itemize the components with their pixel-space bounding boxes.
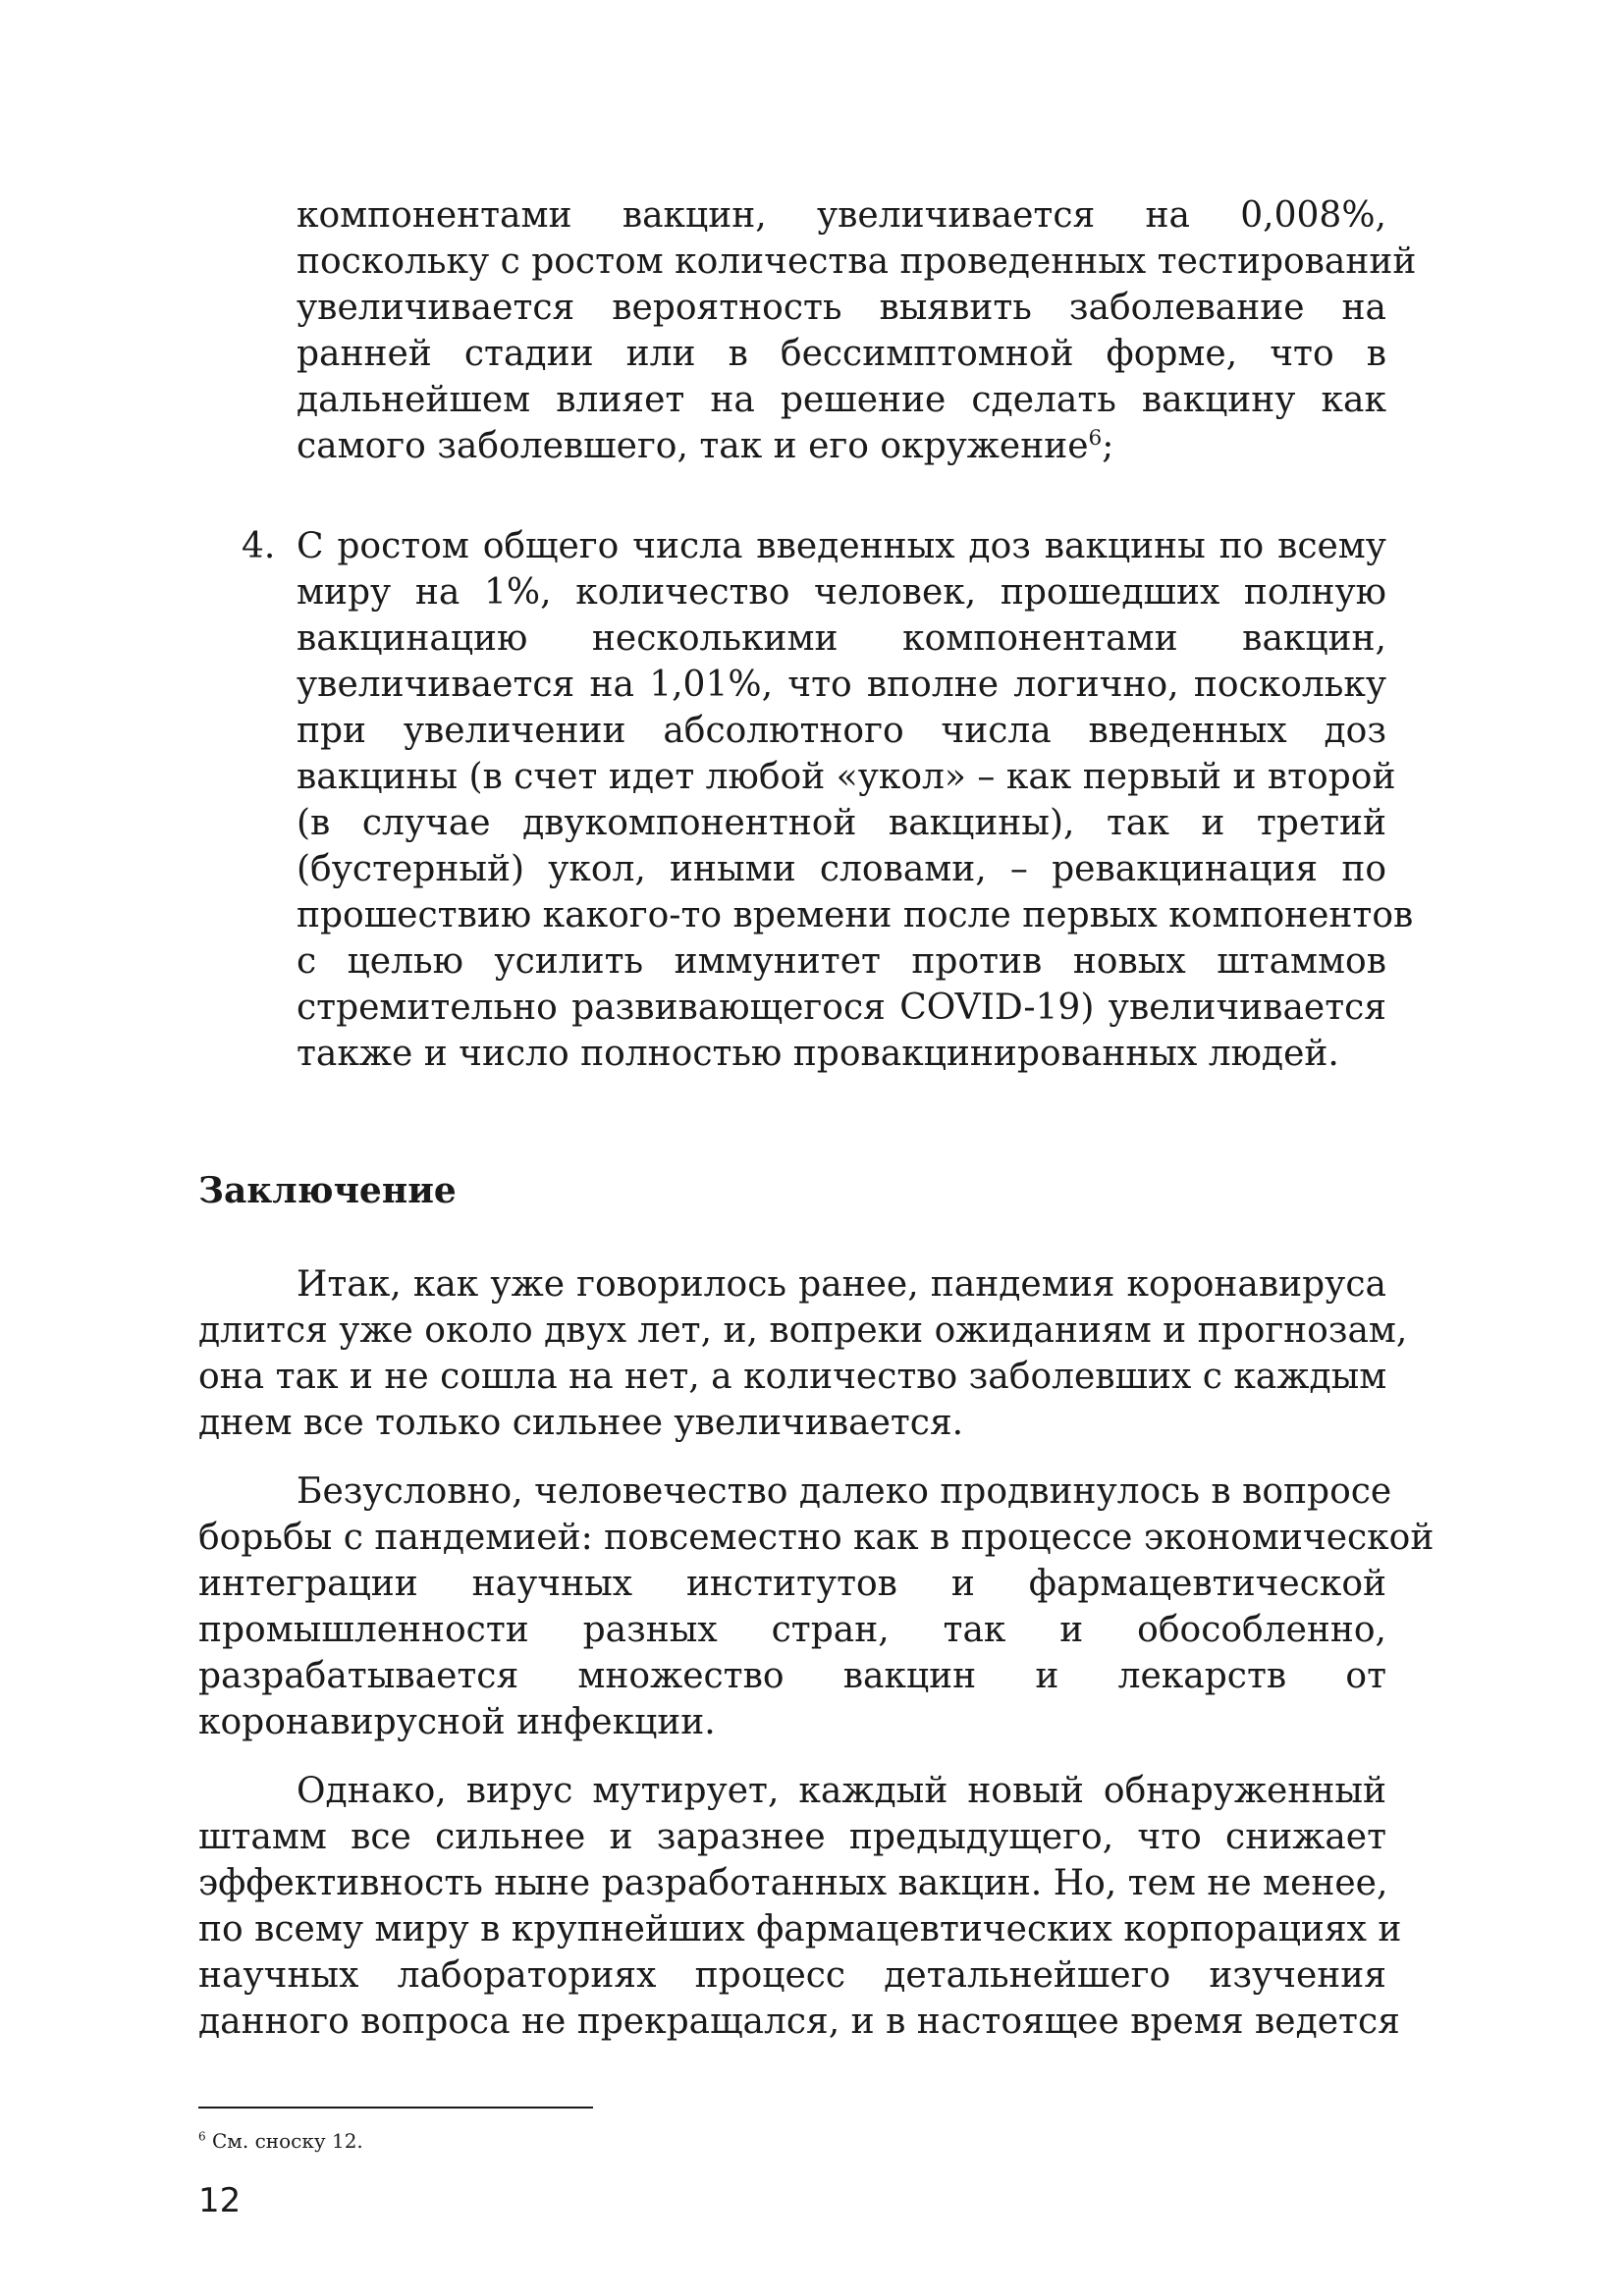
text-line: данного вопроса не прекращался, и в настоящее время ведется <box>198 2002 1400 2042</box>
text-line-last: днем все только сильнее увеличивается. <box>198 1403 964 1443</box>
footnote-reference[interactable]: 6 <box>1088 426 1103 451</box>
page-number: 12 <box>198 2181 242 2220</box>
text-line: штамм все сильнее и заразнее предыдущего, что снижает <box>198 1817 1386 1857</box>
paragraph-1 <box>198 1261 1408 1446</box>
text-line: С ростом общего числа введенных доз вакцины по всему <box>297 526 1386 566</box>
text-line: Однако, вирус мутирует, каждый новый обнаруженный <box>297 1771 1386 1811</box>
text-line: стремительно развивающегося COVID-19) увеличивается <box>297 988 1386 1028</box>
text-line: миру на 1%, количество человек, прошедших полную <box>297 572 1386 613</box>
list-item-3-continuation <box>297 192 1417 469</box>
footnote-text: См. сноску 12. <box>205 2129 363 2153</box>
text-line: промышленности разных стран, так и обособленно, <box>198 1610 1386 1650</box>
text-line: при увеличении абсолютного числа введенных доз <box>297 711 1386 751</box>
text-line: с целью усилить иммунитет против новых штаммов <box>297 941 1386 982</box>
text-line: вакцины (в счет идет любой «укол» – как первый и второй <box>297 757 1396 797</box>
text-line: увеличивается вероятность выявить заболевание на <box>297 288 1386 328</box>
text-line: ранней стадии или в бессимптомной форме, что в <box>297 334 1386 374</box>
text-line-last <box>297 423 1386 469</box>
paragraph-3 <box>198 1768 1402 2045</box>
text-line-last: коронавирусной инфекции. <box>198 1702 716 1742</box>
paragraph-2 <box>198 1468 1435 1745</box>
footnote-marker: 6 <box>198 2129 206 2144</box>
section-heading: Заключение <box>198 1170 457 1211</box>
list-item-4 <box>242 523 1414 1077</box>
text-line: по всему миру в крупнейших фармацевтических корпорациях и <box>198 1909 1402 1949</box>
text-line: научных лабораториях процесс детальнейшего изучения <box>198 1955 1386 1996</box>
text-line: разрабатывается множество вакцин и лекарств от <box>198 1656 1386 1696</box>
text-line: эффективность ныне разработанных вакцин. Но, тем не менее, <box>198 1863 1388 1903</box>
text-line: увеличивается на 1,01%, что вполне логично, поскольку <box>297 665 1386 705</box>
footnote <box>198 2128 363 2154</box>
text-line: (в случае двукомпонентной вакцины), так и третий <box>297 803 1386 843</box>
text-line: интеграции научных институтов и фармацевтической <box>198 1564 1386 1604</box>
text-line: борьбы с пандемией: повсеместно как в процессе экономической <box>198 1518 1435 1558</box>
text-line: Итак, как уже говорилось ранее, пандемия коронавируса <box>297 1264 1386 1305</box>
text-line-tail: ; <box>1102 426 1114 466</box>
text-line: дальнейшем влияет на решение сделать вакцину как <box>297 380 1386 420</box>
text-line: Безусловно, человечество далеко продвинулось в вопросе <box>297 1471 1392 1512</box>
text-line: вакцинацию несколькими компонентами вакцин, <box>297 618 1386 659</box>
text-line-content: самого заболевшего, так и его окружение <box>297 426 1089 466</box>
text-line: длится уже около двух лет, и, вопреки ожиданиям и прогнозам, <box>198 1310 1408 1351</box>
list-number: 4. <box>242 526 276 566</box>
text-line: прошествию какого-то времени после первых компонентов <box>297 895 1414 935</box>
text-line: поскольку с ростом количества проведенных тестирований <box>297 241 1417 282</box>
text-line-last: также и число полностью провакцинированных людей. <box>297 1034 1339 1074</box>
text-line: компонентами вакцин, увеличивается на 0,008%, <box>297 195 1386 236</box>
text-line: она так и не сошла на нет, а количество заболевших с каждым <box>198 1357 1387 1397</box>
text-line: (бустерный) укол, иными словами, – ревакцинация по <box>297 849 1386 889</box>
footnote-separator <box>198 2107 593 2109</box>
